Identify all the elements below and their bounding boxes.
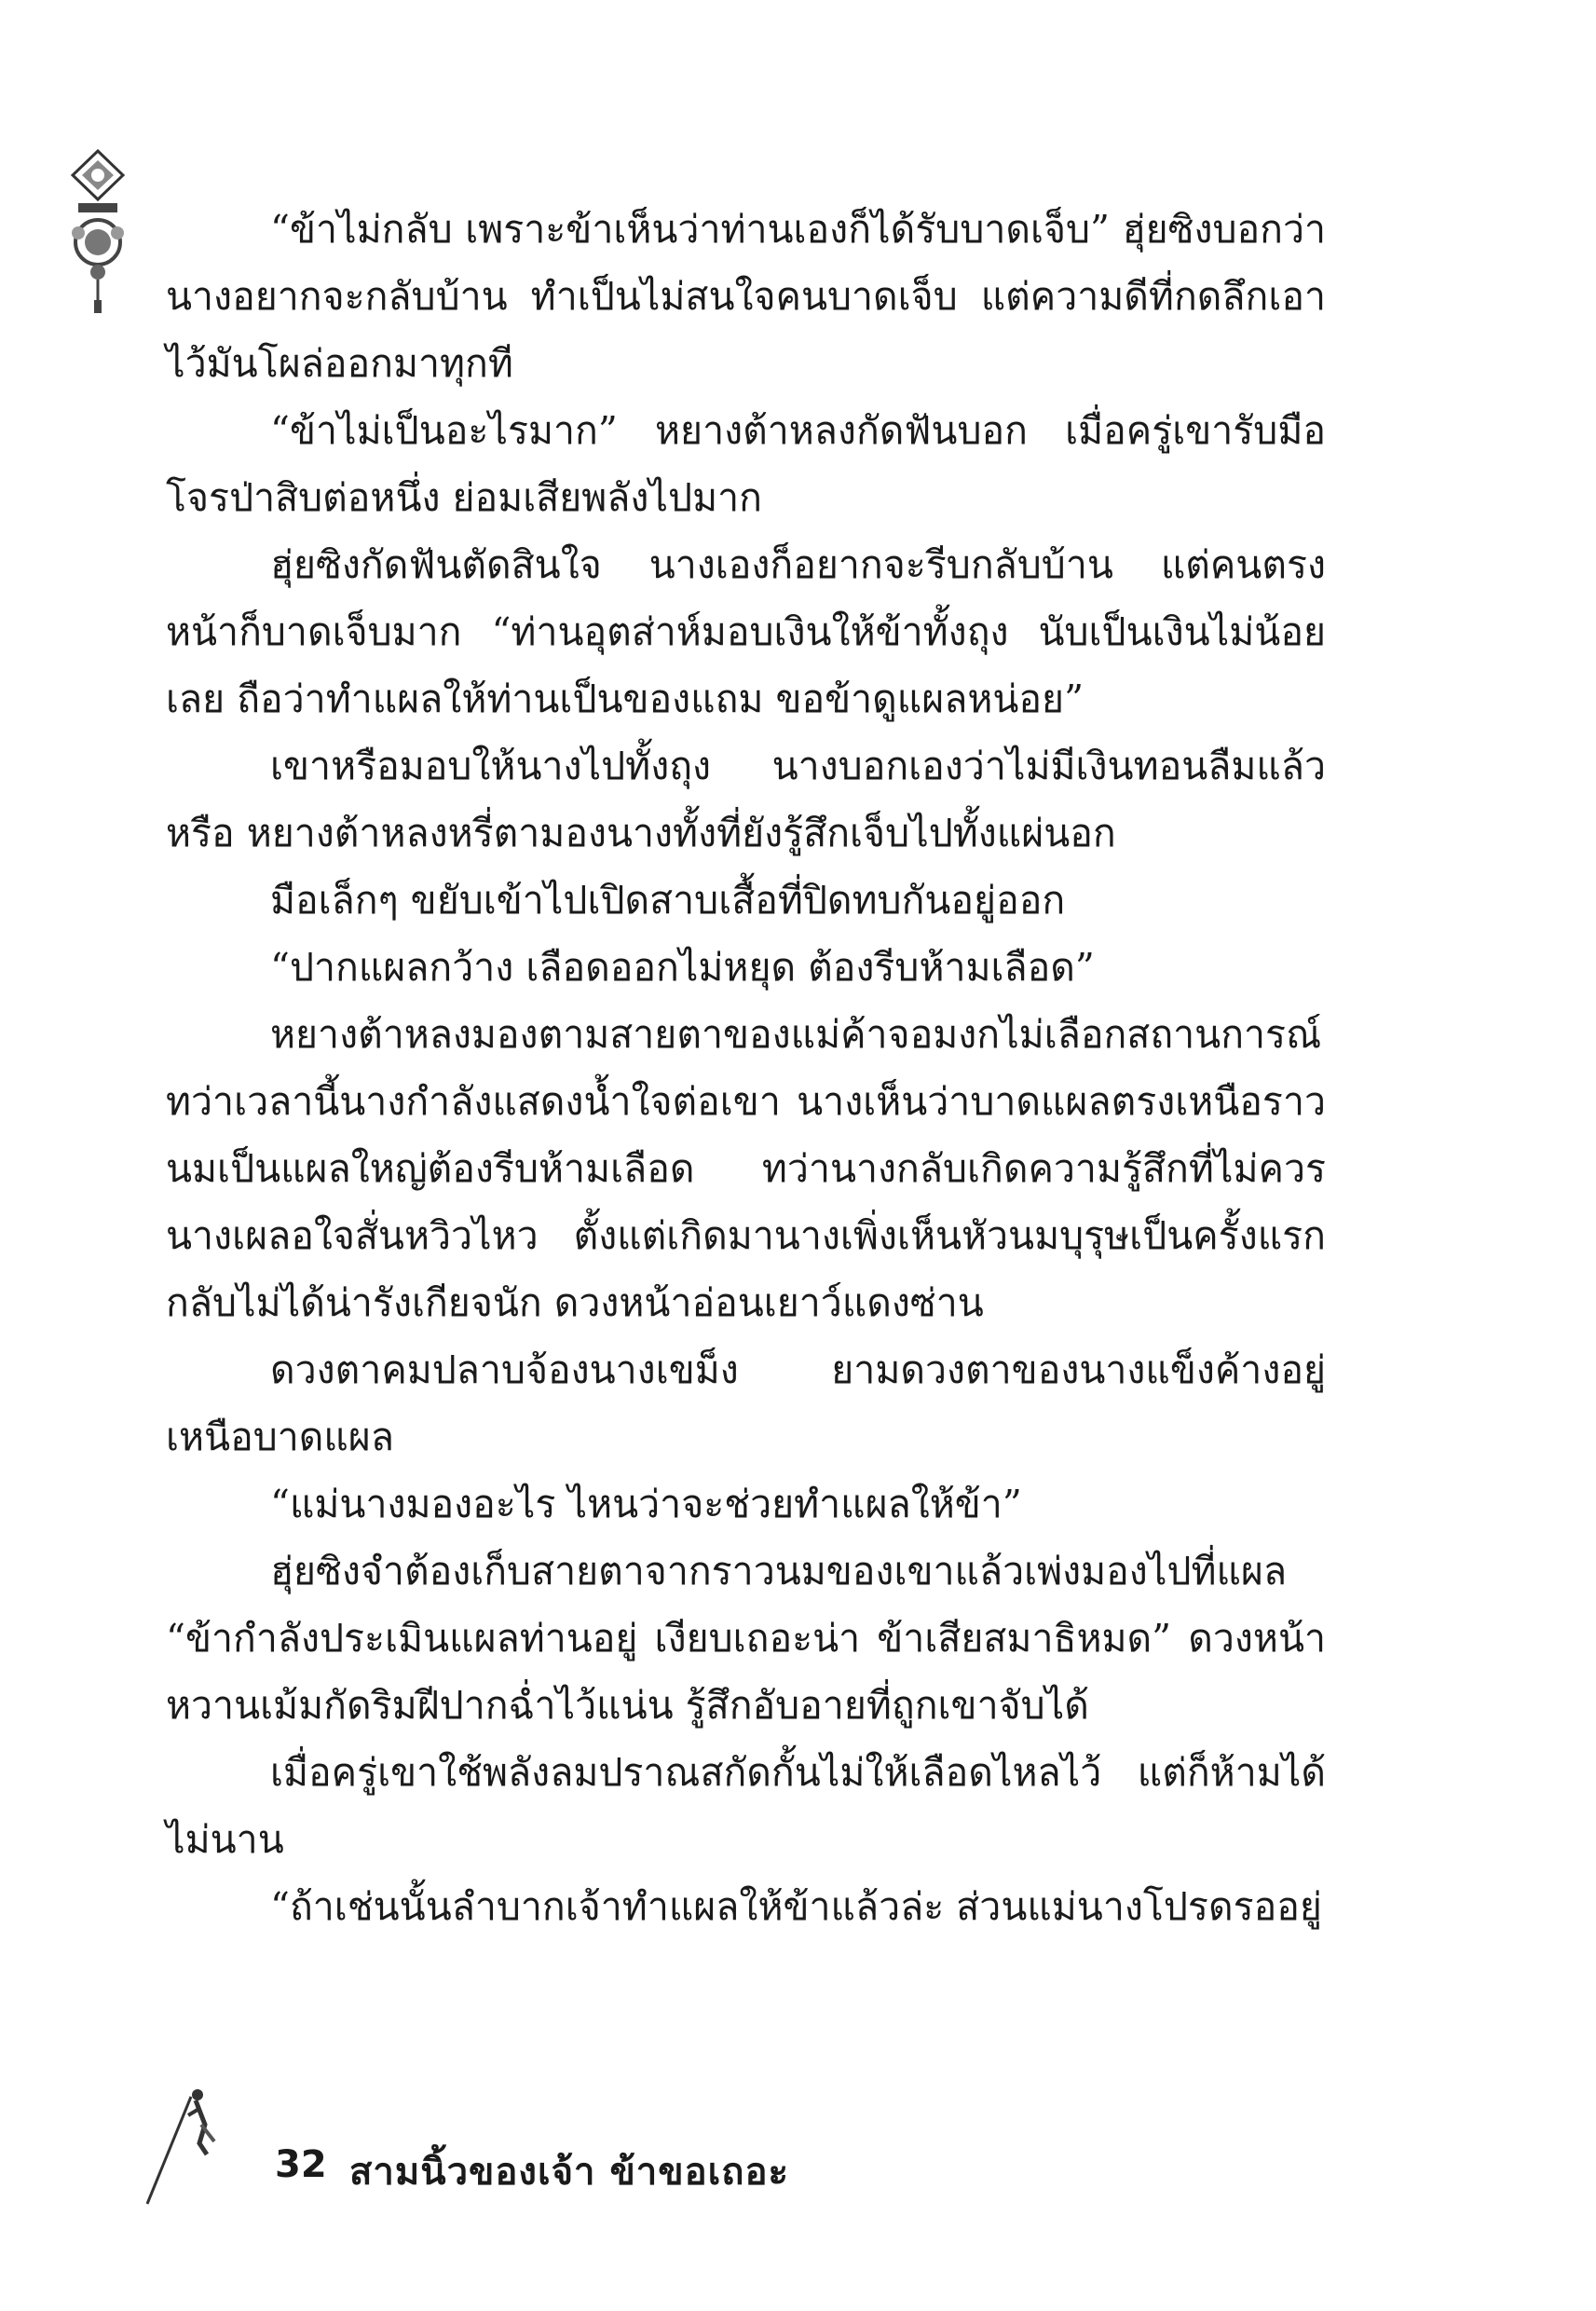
page-number: 32 <box>275 2143 327 2186</box>
paragraph: “ข้าไม่เป็นอะไรมาก” หยางต้าหลงกัดฟันบอก เมื่อครู่เขารับมือโจรป่าสิบต่อหนึ่ง ย่อมเสียพลังไปมาก <box>166 408 1326 520</box>
paragraph: ฮุ่ยซิงกัดฟันตัดสินใจ นางเองก็อยากจะรีบกลับบ้าน แต่คนตรงหน้าก็บาดเจ็บมาก “ท่านอุตส่าห์มอบเงินให้ข้าทั้งถุง นับเป็นเงินไม่น้อยเลย ถือว่าทำแผลให้ท่านเป็นของแถม ขอข้าดูแผลหน่อย” <box>166 542 1326 721</box>
story-text <box>166 196 1326 1940</box>
paragraph: “ปากแผลกว้าง เลือดออกไม่หยุด ต้องรีบห้ามเลือด” <box>270 945 1095 990</box>
book-title: สามนิ้วของเจ้า ข้าขอเถอะ <box>349 2151 790 2194</box>
paragraph: เมื่อครู่เขาใช้พลังลมปราณสกัดกั้นไม่ให้เลือดไหลไว้ แต่ก็ห้ามได้ไม่นาน <box>166 1750 1326 1862</box>
paragraph: “ข้าไม่กลับ เพราะข้าเห็นว่าท่านเองก็ได้รับบาดเจ็บ” ฮุ่ยซิงบอกว่านางอยากจะกลับบ้าน ทำเป็นไม่สนใจคนบาดเจ็บ แต่ความดีที่กดลึกเอาไว้มันโผล่ออกมาทุกที <box>166 207 1326 386</box>
paragraph: เขาหรือมอบให้นางไปทั้งถุง นางบอกเองว่าไม่มีเงินทอนลืมแล้วหรือ หยางต้าหลงหรี่ตามองนางทั้งที่ยังรู้สึกเจ็บไปทั้งแผ่นอก <box>166 744 1326 855</box>
paragraph: “แม่นางมองอะไร ไหนว่าจะช่วยทำแผลให้ข้า” <box>270 1482 1022 1526</box>
climber-icon <box>140 2087 224 2208</box>
paragraph: ฮุ่ยซิงจำต้องเก็บสายตาจากราวนมของเขาแล้วเพ่งมองไปที่แผล <box>270 1549 1288 1593</box>
paragraph: หยางต้าหลงมองตามสายตาของแม่ค้าจอมงกไม่เลือกสถานการณ์ ทว่าเวลานี้นางกำลังแสดงน้ำใจต่อเขา นางเห็นว่าบาดแผลตรงเหนือราวนมเป็นแผลใหญ่ต้องรีบห้ามเลือด ทว่านางกลับเกิดความรู้สึกที่ไม่ควร นางเผลอใจสั่นหวิวไหว ตั้งแต่เกิดมานางเพิ่งเห็นหัวนมบุรุษเป็นครั้งแรก กลับไม่ได้น่ารังเกียจนัก ดวงหน้าอ่อนเยาว์แดงซ่าน <box>166 1012 1326 1325</box>
paragraph: “ถ้าเช่นนั้นลำบากเจ้าทำแผลให้ข้าแล้วล่ะ ส่วนแม่นางโปรดรออยู่ <box>270 1884 1322 1929</box>
page-footer <box>140 2087 792 2208</box>
paragraph: มือเล็กๆ ขยับเข้าไปเปิดสาบเสื้อที่ปิดทบกันอยู่ออก <box>270 878 1066 923</box>
publisher-emblem-icon <box>65 149 130 335</box>
paragraph: ดวงตาคมปลาบจ้องนางเขม็ง ยามดวงตาของนางแข็งค้างอยู่เหนือบาดแผล <box>166 1347 1326 1459</box>
paragraph: “ข้ากำลังประเมินแผลท่านอยู่ เงียบเถอะน่า ข้าเสียสมาธิหมด” ดวงหน้าหวานเม้มกัดริมฝีปากฉ่ำไว้แน่น รู้สึกอับอายที่ถูกเขาจับได้ <box>166 1616 1326 1728</box>
